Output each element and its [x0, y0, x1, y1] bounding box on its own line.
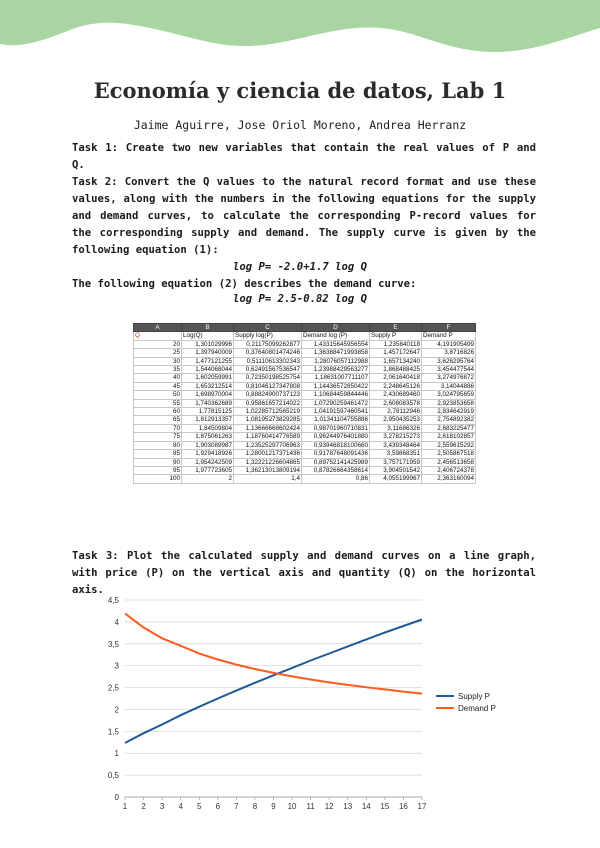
x-tick-label: 6	[215, 802, 221, 811]
cell[interactable]: 2	[182, 475, 234, 483]
cell[interactable]: 0,51110613302343	[234, 357, 302, 365]
cell[interactable]: 65	[134, 416, 182, 424]
cell[interactable]: 0,88824900737123	[234, 391, 302, 399]
cell[interactable]: 1,18760414776589	[234, 433, 302, 441]
table-row	[134, 340, 476, 348]
cell[interactable]: 35	[134, 366, 182, 374]
cell[interactable]: 0,37640801474246	[234, 349, 302, 357]
cell[interactable]: 2,505867518	[422, 450, 476, 458]
cell[interactable]: 1,32221226604865	[234, 458, 302, 466]
x-tick-label: 4	[178, 802, 183, 811]
cell[interactable]: 0,86	[302, 475, 370, 483]
cell[interactable]: F	[422, 324, 476, 332]
x-tick-label: 15	[380, 802, 390, 811]
cell[interactable]: 3,904501542	[370, 466, 422, 474]
cell[interactable]: 0,93946818100660	[302, 441, 370, 449]
cell[interactable]: 1,18631007711107	[302, 374, 370, 382]
cell[interactable]: 1,08195273829285	[234, 416, 302, 424]
cell[interactable]: 2,430689460	[370, 391, 422, 399]
table-row	[134, 382, 476, 390]
cell[interactable]: 3,454477544	[422, 366, 476, 374]
cell[interactable]: 4,055199967	[370, 475, 422, 483]
cell[interactable]: 95	[134, 466, 182, 474]
cell[interactable]: A	[134, 324, 182, 332]
table-row	[134, 374, 476, 382]
cell[interactable]: 45	[134, 382, 182, 390]
cell[interactable]: 2,754892382	[422, 416, 476, 424]
cell[interactable]: 1,868488425	[370, 366, 422, 374]
cell[interactable]: Demand P	[422, 332, 476, 340]
table-row	[134, 475, 476, 483]
cell[interactable]: 1,01341104755886	[302, 416, 370, 424]
cell[interactable]: Log(Q)	[182, 332, 234, 340]
cell[interactable]: 1,929418926	[182, 450, 234, 458]
cell[interactable]: 2,456513658	[422, 458, 476, 466]
x-tick-label: 14	[361, 802, 371, 811]
table-row	[134, 458, 476, 466]
cell[interactable]: 90	[134, 458, 182, 466]
cell[interactable]: 1,28076057112988	[302, 357, 370, 365]
cell[interactable]: 3,14044886	[422, 382, 476, 390]
cell[interactable]: 50	[134, 391, 182, 399]
cell[interactable]: 2,061640418	[370, 374, 422, 382]
y-tick-label: 4	[114, 617, 119, 627]
cell[interactable]: 3,626295764	[422, 357, 476, 365]
supply-equation: log P= -2.0+1.7 log Q	[233, 261, 367, 273]
cell[interactable]: B	[182, 324, 234, 332]
cell[interactable]: 3,757171959	[370, 458, 422, 466]
cell[interactable]: 1,07290259461472	[302, 399, 370, 407]
cell[interactable]: 1,698970004	[182, 391, 234, 399]
cell[interactable]: 3,024795659	[422, 391, 476, 399]
y-tick-label: 2,5	[107, 683, 119, 693]
cell[interactable]: 1,28001217371436	[234, 450, 302, 458]
x-tick-label: 1	[122, 802, 128, 811]
cell[interactable]: 75	[134, 433, 182, 441]
x-tick-label: 7	[234, 802, 239, 811]
table-row	[134, 349, 476, 357]
cell[interactable]: 0,96244976401880	[302, 433, 370, 441]
cell[interactable]: 3,59868351	[370, 450, 422, 458]
series-line-supply	[125, 620, 422, 743]
x-tick-label: 11	[306, 802, 315, 811]
table-row	[134, 399, 476, 407]
x-tick-label: 5	[197, 802, 202, 811]
y-tick-label: 1	[114, 749, 119, 759]
table-header-row	[134, 332, 476, 340]
authors-line: Jaime Aguirre, Jose Oriol Moreno, Andrea Herranz	[133, 118, 467, 132]
cell[interactable]: 0,81046127347808	[234, 382, 302, 390]
cell[interactable]: 1,301029996	[182, 340, 234, 348]
cell[interactable]: 2,950435253	[370, 416, 422, 424]
decorative-banner	[0, 0, 600, 70]
cell[interactable]: 1,875061263	[182, 433, 234, 441]
cell[interactable]: 0,72350198525754	[234, 374, 302, 382]
cell[interactable]: 2,363160094	[422, 475, 476, 483]
cell[interactable]: 100	[134, 475, 182, 483]
cell[interactable]: 0,95861657214022	[234, 399, 302, 407]
y-tick-label: 3	[114, 661, 119, 671]
cell[interactable]: 2,248645126	[370, 382, 422, 390]
cell[interactable]: 3,8716826	[422, 349, 476, 357]
x-tick-label: 12	[324, 802, 334, 811]
cell[interactable]: 40	[134, 374, 182, 382]
supply-demand-line-chart	[100, 592, 530, 822]
cell[interactable]: 1,812913357	[182, 416, 234, 424]
y-tick-label: 2	[114, 705, 119, 715]
legend-label: Supply P	[458, 692, 491, 701]
cell[interactable]: 1,477121255	[182, 357, 234, 365]
cell[interactable]: D	[302, 324, 370, 332]
table-row	[134, 416, 476, 424]
cell[interactable]: 1,36388471993858	[302, 349, 370, 357]
table-row	[134, 466, 476, 474]
x-tick-label: 9	[271, 802, 276, 811]
column-header-row	[134, 324, 476, 332]
x-tick-label: 10	[287, 802, 297, 811]
cell[interactable]: 1,457172647	[370, 349, 422, 357]
cell[interactable]: 1,903089987	[182, 441, 234, 449]
x-tick-label: 16	[398, 802, 408, 811]
cell[interactable]: 0,87826664358614	[302, 466, 370, 474]
cell[interactable]: C	[234, 324, 302, 332]
cell[interactable]: Supply P	[370, 332, 422, 340]
cell[interactable]: E	[370, 324, 422, 332]
table-row	[134, 357, 476, 365]
cell[interactable]: 1,36213013809194	[234, 466, 302, 474]
spreadsheet-table	[133, 323, 476, 484]
y-tick-label: 1,5	[107, 727, 119, 737]
cell[interactable]: 2,559615292	[422, 441, 476, 449]
cell[interactable]: 1,13666668602424	[234, 424, 302, 432]
table-row	[134, 424, 476, 432]
cell[interactable]: 2,608083578	[370, 399, 422, 407]
task-3-text: Task 3: Plot the calculated supply and demand curves on a line graph, with price (P) on the vertical axis and quantity (Q) on the horizontal axis.	[72, 550, 536, 596]
cell[interactable]: 2,618102857	[422, 433, 476, 441]
cell[interactable]: 1,954242509	[182, 458, 234, 466]
y-tick-label: 4,5	[107, 596, 119, 605]
table-row	[134, 391, 476, 399]
cell[interactable]: 2,923853658	[422, 399, 476, 407]
table-row	[134, 433, 476, 441]
cell[interactable]: Demand log (P)	[302, 332, 370, 340]
cell[interactable]: 1,4	[234, 475, 302, 483]
cell[interactable]: 3,274976872	[422, 374, 476, 382]
cell[interactable]: 55	[134, 399, 182, 407]
table-row	[134, 408, 476, 416]
task-1-text: Task 1: Create two new variables that contain the real values of P and Q.	[72, 142, 536, 171]
cell[interactable]: 0,62491567536547	[234, 366, 302, 374]
cell[interactable]: 80	[134, 441, 182, 449]
cell[interactable]: 2,78112946	[370, 408, 422, 416]
cell[interactable]: 1,740362689	[182, 399, 234, 407]
table-row	[134, 450, 476, 458]
cell[interactable]: 1,14436572850422	[302, 382, 370, 390]
y-tick-label: 3,5	[107, 639, 119, 649]
task-2-text: Task 2: Convert the Q values to the natural record format and use these values, along with the numbers in the following equations for the supply and demand curves, to calculate the corresponding P-record values for the corresponding supply and demand. The supply curve is given by the following equation (1):	[72, 176, 536, 256]
demand-intro-text: The following equation (2) describes the demand curve:	[72, 278, 417, 290]
x-tick-label: 8	[252, 802, 258, 811]
cell[interactable]: 1,657134240	[370, 357, 422, 365]
cell[interactable]: 1,977723605	[182, 466, 234, 474]
cell[interactable]: 1,43315645956554	[302, 340, 370, 348]
cell[interactable]: 70	[134, 424, 182, 432]
cell[interactable]: 1,653212514	[182, 382, 234, 390]
legend-label: Demand P	[458, 704, 496, 713]
cell[interactable]: 1,235840118	[370, 340, 422, 348]
cell[interactable]: 20	[134, 340, 182, 348]
cell[interactable]: 0,91787648091436	[302, 450, 370, 458]
cell[interactable]: 1,544068044	[182, 366, 234, 374]
page-title: Economía y ciencia de datos, Lab 1	[93, 78, 507, 103]
x-tick-label: 13	[343, 802, 353, 811]
y-tick-label: 0,5	[107, 771, 119, 781]
table-row	[134, 366, 476, 374]
cell[interactable]: 1,84509804	[182, 424, 234, 432]
x-tick-label: 3	[159, 802, 165, 811]
cell[interactable]: 3,278215273	[370, 433, 422, 441]
cell[interactable]: 0,98701960710831	[302, 424, 370, 432]
cell[interactable]: 0,89752141425989	[302, 458, 370, 466]
cell[interactable]: 1,10684459844446	[302, 391, 370, 399]
cell[interactable]: 4,191905499	[422, 340, 476, 348]
cell[interactable]: 1,23525297706963	[234, 441, 302, 449]
cell[interactable]: 2,834642919	[422, 408, 476, 416]
cell[interactable]: 30	[134, 357, 182, 365]
cell[interactable]: 3,439348464	[370, 441, 422, 449]
cell[interactable]: 1,02285712565219	[234, 408, 302, 416]
demand-equation: log P= 2.5-0.82 log Q	[233, 293, 367, 305]
cell[interactable]: 60	[134, 408, 182, 416]
cell[interactable]: 1,04191597460541	[302, 408, 370, 416]
cell[interactable]: 1,77815125	[182, 408, 234, 416]
cell[interactable]: 1,602059991	[182, 374, 234, 382]
y-tick-label: 0	[114, 793, 119, 802]
cell[interactable]: 3,11686326	[370, 424, 422, 432]
cell[interactable]: 2,683225477	[422, 424, 476, 432]
cell[interactable]: Supply log(P)	[234, 332, 302, 340]
cell[interactable]: 85	[134, 450, 182, 458]
cell[interactable]: 1,23988429563277	[302, 366, 370, 374]
cell[interactable]: 0,21175099262877	[234, 340, 302, 348]
cell[interactable]: Q	[134, 332, 182, 340]
x-tick-label: 17	[417, 802, 427, 811]
cell[interactable]: 2,406724378	[422, 466, 476, 474]
x-tick-label: 2	[141, 802, 146, 811]
table-row	[134, 441, 476, 449]
cell[interactable]: 1,397940009	[182, 349, 234, 357]
cell[interactable]: 25	[134, 349, 182, 357]
series-line-demand	[125, 614, 422, 694]
